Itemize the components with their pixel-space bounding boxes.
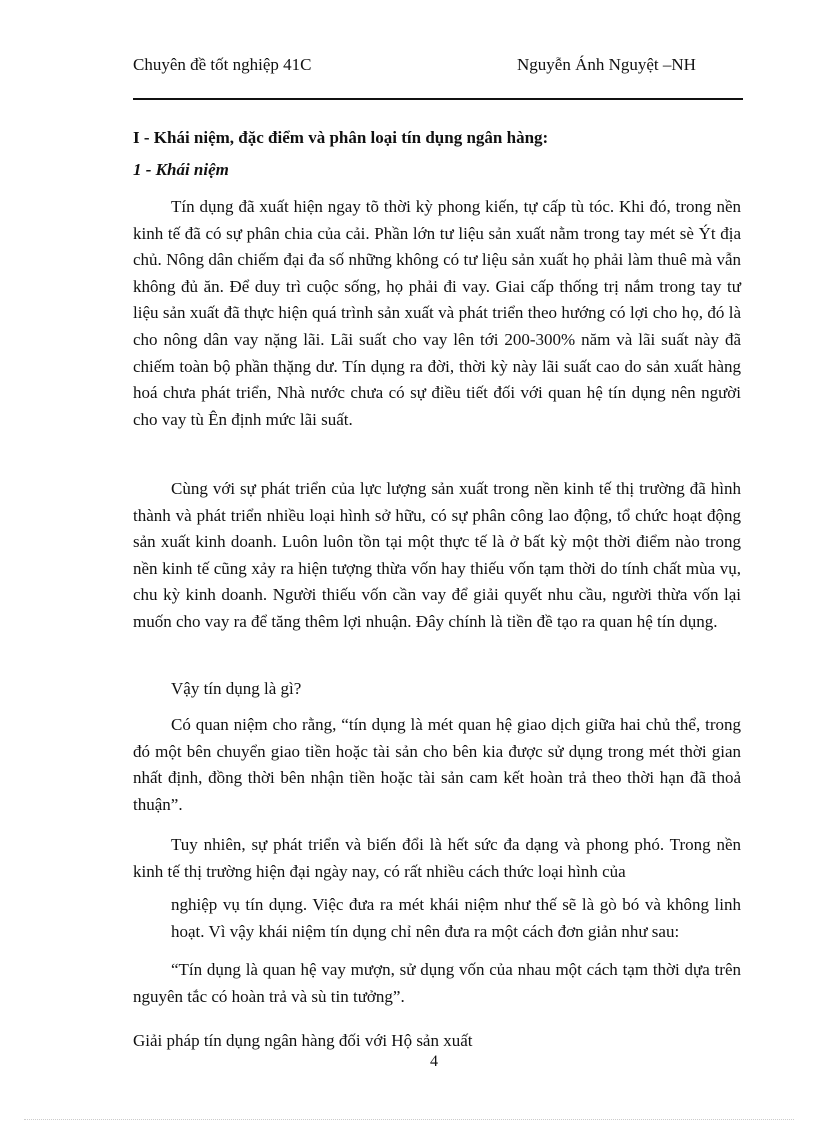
paragraph-6: nghiệp vụ tín dụng. Việc đưa ra mét khái niệm như thế sẽ là gò bó và không linh hoạt. Vì vậy khái niệm tín dụng chỉ nên đưa ra một cách đơn giản như sau: xyxy=(171,895,741,941)
paragraph-3: Vậy tín dụng là gì? xyxy=(171,679,302,698)
page-bottom-edge xyxy=(24,1119,794,1120)
footer-title: Giải pháp tín dụng ngân hàng đối với Hộ sản xuất xyxy=(133,1031,473,1050)
header-right: Nguyễn Ánh Nguyệt –NH xyxy=(517,55,696,74)
page-number: 4 xyxy=(430,1053,438,1070)
paragraph-2: Cùng với sự phát triển của lực lượng sản xuất trong nền kinh tế thị trường đã hình thành và phát triển nhiều loại hình sở hữu, có sự phân công lao động, tổ chức hoạt động sản xuất kinh doanh. Luôn luôn tồn tại một thực tế là ở bất kỳ một thời điểm nào trong nền kinh tế cũng xảy ra hiện tượng thừa vốn hay thiếu vốn tạm thời do tính chất mùa vụ, chu kỳ kinh doanh. Người thiếu vốn cần vay để giải quyết nhu cầu, người thừa vốn lại muốn cho vay ra để tăng thêm lợi nhuận. Đây chính là tiền đề tạo ra quan hệ tín dụng. xyxy=(133,479,741,631)
subsection-title: 1 - Khái niệm xyxy=(133,160,229,179)
paragraph-7-quote: “Tín dụng là quan hệ vay mượn, sử dụng vốn của nhau một cách tạm thời dựa trên nguyên tắc có hoàn trả và sù tin tưởng”. xyxy=(133,960,741,1006)
header-divider xyxy=(133,98,743,100)
section-title: I - Khái niệm, đặc điểm và phân loại tín dụng ngân hàng: xyxy=(133,128,549,147)
paragraph-4: Có quan niệm cho rằng, “tín dụng là mét quan hệ giao dịch giữa hai chủ thể, trong đó một bên chuyển giao tiền hoặc tài sản cho bên kia được sử dụng trong mét thời gian nhất định, đồng thời bên nhận tiền hoặc tài sản cam kết hoàn trả theo thời hạn đã thoả thuận”. xyxy=(133,715,741,814)
header-left: Chuyên đề tốt nghiệp 41C xyxy=(133,55,312,74)
paragraph-1: Tín dụng đã xuất hiện ngay tõ thời kỳ phong kiến, tự cấp tù tóc. Khi đó, trong nền kinh tế đã có sự phân chia của cải. Phần lớn tư liệu sản xuất nằm trong tay mét sè Ýt địa chủ. Nông dân chiếm đại đa số những không có tư liệu sản xuất họ phải làm thuê mà vẫn không đủ ăn. Để duy trì cuộc sống, họ phải đi vay. Giai cấp thống trị nắm trong tay tư liệu sản xuất đã thực hiện quá trình sản xuất và phát triển theo hướng có lợi cho họ, đó là cho nông dân vay nặng lãi. Lãi suất cho vay lên tới 200-300% năm và lãi suất này đã chiếm toàn bộ phần thặng dư. Tín dụng ra đời, thời kỳ này lãi suất cao do sản xuất hàng hoá chưa phát triển, Nhà nước chưa có sự điều tiết đối với quan hệ tín dụng nên người cho vay tù Ên định mức lãi suất. xyxy=(133,197,741,429)
paragraph-5: Tuy nhiên, sự phát triển và biến đổi là hết sức đa dạng và phong phó. Trong nền kinh tế thị trường hiện đại ngày nay, có rất nhiều cách thức loại hình của xyxy=(133,835,741,881)
